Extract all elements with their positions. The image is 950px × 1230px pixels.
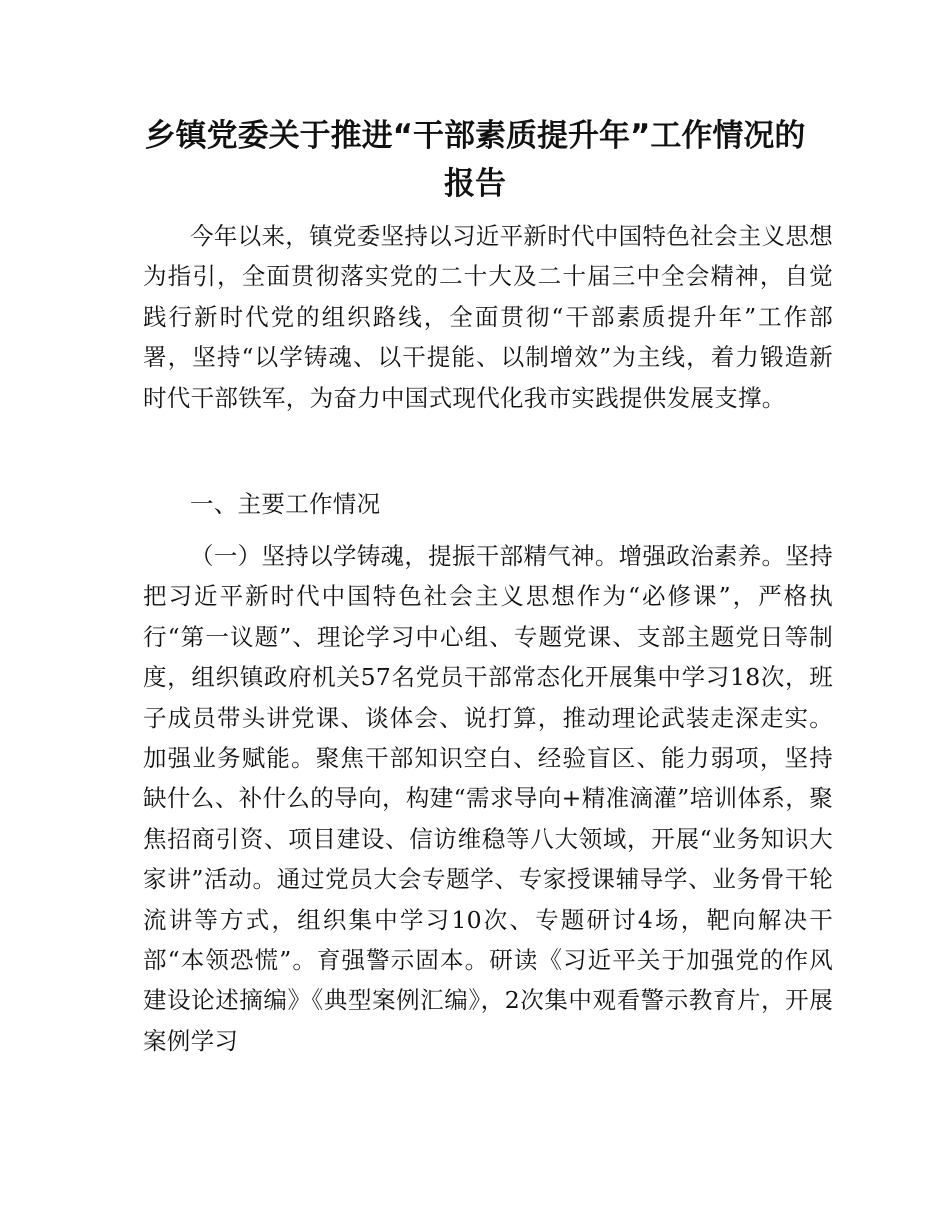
document-title: 乡镇党委关于推进“干部素质提升年”工作情况的报告 bbox=[144, 118, 806, 202]
section-paragraph: （一）坚持以学铸魂，提振干部精气神。增强政治素养。坚持把习近平新时代中国特色社会主义思想作为“必修课”，严格执行“第一议题”、理论学习中心组、专题党课、支部主题党日等制度，组织镇政府机关57名党员干部常态化开展集中学习18次，班子成员带头讲党课、谈体会、说打算，推动理论武装走深走实。加强业务赋能。聚焦干部知识空白、经验盲区、能力弱项，坚持缺什么、补什么的导向，构建“需求导向+精准滴灌”培训体系，聚焦招商引资、项目建设、信访维稳等八大领域，开展“业务知识大家讲”活动。通过党员大会专题学、专家授课辅导学、业务骨干轮流讲等方式，组织集中学习10次、专题研讨4场，靶向解决干部“本领恐慌”。育强警示固本。研读《习近平关于加强党的作风建设论述摘编》《典型案例汇编》，2次集中观看警示教育片，开展案例学习 bbox=[143, 542, 833, 1055]
section-heading: 一、主要工作情况 bbox=[190, 490, 381, 518]
intro-paragraph: 今年以来，镇党委坚持以习近平新时代中国特色社会主义思想为指引，全面贯彻落实党的二十大及二十届三中全会精神，自觉践行新时代党的组织路线，全面贯彻“干部素质提升年”工作部署，坚持“以学铸魂、以干提能、以制增效”为主线，着力锻造新时代干部铁军，为奋力中国式现代化我市实践提供发展支撑。 bbox=[143, 222, 833, 412]
